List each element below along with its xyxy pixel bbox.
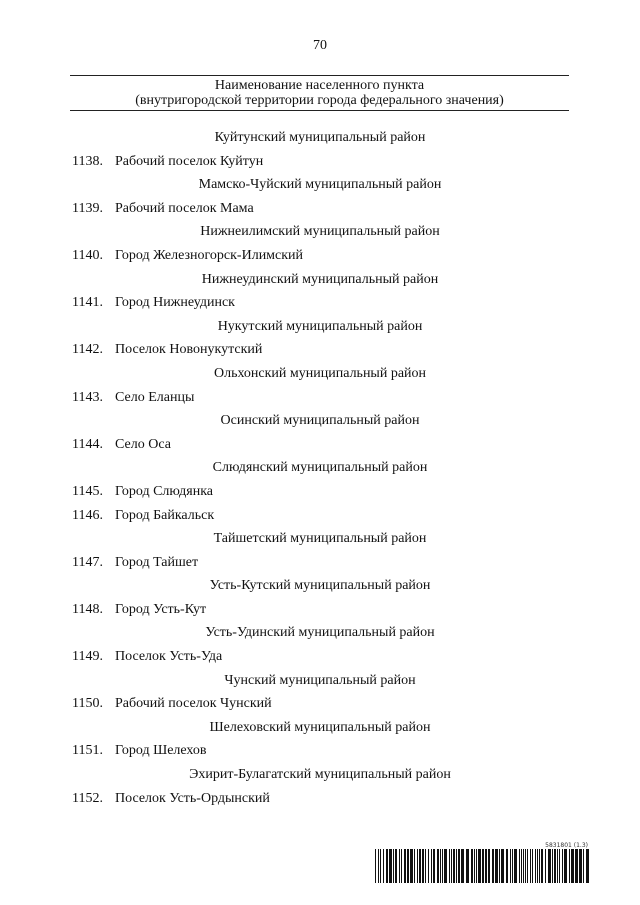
barcode-bar (422, 849, 424, 883)
settlement-row (0, 244, 640, 268)
barcode-bar (527, 849, 528, 883)
barcode-bar (541, 849, 543, 883)
district-heading (0, 574, 640, 598)
barcode-bar (545, 849, 546, 883)
district-name: Эхирит-Булагатский муниципальный район (189, 767, 451, 783)
settlement-name: Поселок Усть-Ордынский (115, 790, 270, 806)
barcode-bar (417, 849, 418, 883)
settlement-name: Поселок Усть-Уда (115, 649, 223, 665)
settlement-name: Город Слюдянка (115, 483, 214, 499)
settlement-number: 1150. (72, 696, 103, 712)
header-bottom-rule (70, 110, 569, 111)
barcode-bar (539, 849, 540, 883)
barcode-bar (488, 849, 490, 883)
barcode-bar (501, 849, 504, 883)
barcode-bar (407, 849, 409, 883)
barcode-bar (523, 849, 524, 883)
district-heading (0, 268, 640, 292)
barcode-bar (442, 849, 443, 883)
barcode-bar (586, 849, 589, 883)
barcode-bar (414, 849, 415, 883)
settlement-row (0, 645, 640, 669)
barcode-bar (428, 849, 429, 883)
settlement-name: Город Усть-Кут (115, 601, 207, 617)
district-name: Тайшетский муниципальный район (213, 531, 427, 547)
barcode-bar (559, 849, 560, 883)
barcode-bar (492, 849, 494, 883)
stamp-code: 5831801 (1.3) (545, 842, 588, 849)
barcode-bar (512, 849, 513, 883)
barcode-bar (399, 849, 400, 883)
settlement-name: Город Железногорск-Илимский (115, 247, 304, 263)
barcode-bar (380, 849, 381, 883)
settlement-number: 1152. (72, 790, 103, 806)
settlement-number: 1141. (72, 295, 103, 311)
barcode-bar (437, 849, 439, 883)
settlement-row (0, 433, 640, 457)
barcode-bar (569, 849, 570, 883)
barcode-bar (444, 849, 447, 883)
settlement-number: 1139. (72, 200, 103, 216)
barcode-bar (510, 849, 511, 883)
barcode-bar (440, 849, 441, 883)
settlement-name: Поселок Новонукутский (115, 342, 263, 358)
barcode-bar (537, 849, 538, 883)
barcode-bar (478, 849, 481, 883)
settlement-row (0, 787, 640, 811)
barcode-bar (451, 849, 452, 883)
settlement-number: 1138. (72, 153, 103, 169)
barcode-bar (375, 849, 376, 883)
district-name: Слюдянский муниципальный район (212, 460, 428, 476)
table-header-line-2: (внутригородской территории города федерального значения) (135, 93, 504, 108)
barcode-bar (530, 849, 531, 883)
barcode-image (374, 849, 590, 883)
barcode-bar (583, 849, 584, 883)
barcode-bar (410, 849, 413, 883)
table-header (70, 78, 569, 108)
settlement-name: Город Тайшет (115, 554, 199, 570)
header-top-rule (70, 75, 569, 76)
barcode-bar (564, 849, 567, 883)
barcode-bar (514, 849, 517, 883)
settlement-row (0, 291, 640, 315)
barcode-bar (495, 849, 498, 883)
district-heading (0, 362, 640, 386)
district-name: Мамско-Чуйский муниципальный район (198, 177, 442, 193)
district-heading (0, 409, 640, 433)
barcode-bar (395, 849, 397, 883)
settlement-name: Рабочий поселок Мама (115, 200, 254, 216)
barcode-bar (383, 849, 384, 883)
settlement-number: 1144. (72, 436, 103, 452)
barcode-bar (557, 849, 558, 883)
barcode-bar (389, 849, 392, 883)
barcode-bar (425, 849, 426, 883)
settlement-number: 1146. (72, 507, 103, 523)
barcode-bar (548, 849, 551, 883)
district-heading (0, 126, 640, 150)
barcode-bar (461, 849, 464, 883)
barcode-bar (554, 849, 556, 883)
settlement-row (0, 197, 640, 221)
barcode-bar (535, 849, 536, 883)
barcode-bar (386, 849, 388, 883)
settlement-row (0, 504, 640, 528)
settlement-name: Город Байкальск (115, 507, 215, 523)
district-heading (0, 173, 640, 197)
barcode-bar (458, 849, 460, 883)
district-name: Куйтунский муниципальный район (214, 130, 426, 145)
district-name: Осинский муниципальный район (220, 413, 420, 429)
settlement-name: Город Шелехов (115, 743, 207, 759)
barcode-bar (393, 849, 394, 883)
district-name: Усть-Удинский муниципальный район (205, 625, 435, 641)
settlement-row (0, 386, 640, 410)
barcode-bar (453, 849, 455, 883)
district-name: Шелеховский муниципальный район (209, 719, 431, 735)
barcode-bar (552, 849, 553, 883)
settlement-number: 1149. (72, 649, 103, 665)
district-name: Чунский муниципальный район (224, 672, 416, 688)
barcode-bar (476, 849, 477, 883)
barcode-bar (532, 849, 533, 883)
barcode-bar (562, 849, 563, 883)
district-name: Нукутский муниципальный район (217, 318, 423, 334)
district-heading (0, 763, 640, 787)
settlement-name: Село Еланцы (115, 389, 195, 405)
district-heading (0, 456, 640, 480)
barcode-bar (525, 849, 526, 883)
settlement-name: Рабочий поселок Куйтун (115, 153, 264, 169)
settlement-row (0, 739, 640, 763)
district-heading (0, 315, 640, 339)
barcode-bar (571, 849, 574, 883)
barcode-bar (485, 849, 487, 883)
settlement-number: 1143. (72, 389, 103, 405)
settlement-name: Город Нижнеудинск (115, 295, 235, 311)
settlement-number: 1148. (72, 601, 103, 617)
barcode-bar (401, 849, 402, 883)
district-name: Усть-Кутский муниципальный район (209, 578, 431, 594)
district-heading (0, 527, 640, 551)
settlement-name: Рабочий поселок Чунский (115, 696, 272, 712)
page-number: 70 (313, 38, 327, 53)
settlement-number: 1140. (72, 247, 103, 263)
barcode-bar (499, 849, 500, 883)
district-heading (0, 716, 640, 740)
document-stamp (374, 842, 590, 883)
district-name: Нижнеудинский муниципальный район (201, 271, 439, 287)
barcode-bar (378, 849, 379, 883)
barcode-bar (466, 849, 469, 883)
district-name: Ольхонский муниципальный район (213, 365, 427, 381)
barcode-bar (431, 849, 432, 883)
district-heading (0, 621, 640, 645)
district-heading (0, 220, 640, 244)
barcode-bar (506, 849, 508, 883)
barcode-bar (579, 849, 582, 883)
barcode-bar (521, 849, 522, 883)
settlement-number: 1142. (72, 342, 103, 358)
settlement-number: 1147. (72, 554, 103, 570)
barcode-bar (471, 849, 473, 883)
barcode-bar (404, 849, 406, 883)
settlement-number: 1151. (72, 743, 103, 759)
settlement-number: 1145. (72, 483, 103, 499)
settlement-name: Село Оса (115, 436, 171, 452)
barcode-bar (482, 849, 484, 883)
barcode-bar (419, 849, 421, 883)
barcode-bar (575, 849, 578, 883)
barcode-bar (474, 849, 475, 883)
settlement-row (0, 150, 640, 174)
barcode-bar (456, 849, 457, 883)
district-heading (0, 669, 640, 693)
barcode-bar (519, 849, 520, 883)
settlement-row (0, 338, 640, 362)
table-header-line-1: Наименование населенного пункта (214, 78, 425, 93)
settlement-row (0, 551, 640, 575)
barcode-bar (433, 849, 435, 883)
barcode-bar (449, 849, 450, 883)
settlement-list (0, 126, 640, 810)
settlement-row (0, 692, 640, 716)
settlement-row (0, 480, 640, 504)
settlement-row (0, 598, 640, 622)
district-name: Нижнеилимский муниципальный район (200, 224, 440, 240)
